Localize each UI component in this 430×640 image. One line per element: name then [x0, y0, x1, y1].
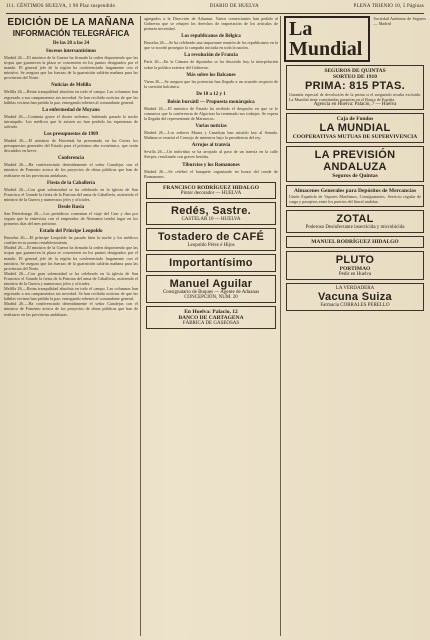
ad-subtitle: Pedir en Huelva [338, 272, 372, 278]
ad-text: Unión Española de Vapores Marítimos, Consignatarios. Servicio regular de carga y pasajeros entre los puertos del litoral andaluz. [289, 194, 421, 205]
subheading: Arrojos al tranvía [191, 143, 231, 149]
subheading: Varias noticias [195, 124, 227, 130]
article-text: Madrid 26.—Con gran solemnidad se ha celebrado en la iglesia de San Francisco el Grande la fiesta de la Patrona del arma de Caballería, asistiendo el ministro de la Guerra y numerosos jefes y oficiales. [4, 186, 138, 202]
ad-la-mundial [284, 16, 426, 62]
mundial-tagline: Sociedad Anónima de Seguros — Madrid [373, 16, 426, 27]
ad-title: Importantísimo [169, 256, 253, 269]
ad-title: Vacuna Suiza [318, 291, 392, 304]
ad-title: LA PREVISIÓN ANDALUZA [314, 149, 396, 174]
article-text: Melilla 26.—Reina tranquilidad absoluta en todo el campo. Las columnas han regresado a sus campamentos sin novedad. Se han recibido noticias de que las kábilas vecinas han pedido la paz, entregando rehenes al comandante general. [4, 286, 138, 302]
article-text: Madrid 26.—El ministro de Hacienda ha presentado en las Cortes los presupuestos generales del Estado para el próximo año económico, que serán discutidos en breve. [4, 138, 138, 154]
ad-title: Tostadero de CAFÉ [157, 230, 265, 243]
article-text: Madrid 26.—Con gran solemnidad se ha celebrado en la iglesia de San Francisco el Grande la fiesta de la Patrona del arma de Caballería, asistiendo el ministro de la Guerra y numerosos jefes y oficiales. [4, 270, 138, 286]
column-2 [144, 16, 278, 636]
ad-title: FRANCISCO RODRÍGUEZ HIDALGO [163, 184, 259, 191]
ad-coffee [146, 228, 276, 251]
subheading: Tiburcios y los Romanones [182, 162, 240, 168]
ad-seguros [286, 65, 424, 110]
ad-coop: COOPERATIVAS MUTUAS DE SUPERVIVENCIA [292, 134, 418, 141]
article-text: San Petersburgo 26.—Los periódicos comentan el viaje del Czar y dan por seguro que la entrevista con el emperador de Alemania tendrá lugar en los primeros días del mes próximo. [4, 210, 138, 227]
ad-subtitle: Leopoldo Pérez é Hijos [187, 242, 235, 248]
ad-subtitle: Seguros de Quintas [332, 173, 378, 180]
article-text: Madrid 26.—Se celebró el banquete organizado en honor del conde de Romanones. [144, 168, 278, 179]
ad-title: En Huelva: Palacio, 12 [184, 308, 238, 315]
column-3 [284, 16, 426, 636]
ad-portimao: PORTIMAO [339, 266, 371, 273]
article-text: Madrid 26.—El ministro de la Guerra ha firmado la orden disponiendo que las tropas que guarnecen la plaza se concentren en los puntos designados por el mando. El general jefe de la región ha conferenciado largamente con el ministro. Se asegura que las fuerzas de la guarnición saldrán mañana para las provincias del Norte. [4, 55, 138, 81]
subheading: La revolución de Francia [184, 53, 238, 59]
subheading: Los presupuestos de 1909 [43, 132, 99, 138]
subheading: Los republicanos de Bélgica [181, 34, 241, 40]
ad-mundial-2: LA MUNDIAL [319, 122, 391, 135]
ad-vacuna [286, 283, 424, 311]
article-text: Madrid 26.—El ministro de Estado ha recibido el despacho en que se le comunica que la conferencia de Algeciras ha terminado sus trabajos. Se espera la llegada del representante de Marruecos. [144, 105, 278, 122]
subheading: De las 20 a las 24 [52, 41, 90, 46]
ad-aguilar [146, 275, 276, 303]
ad-title: Almacenes Generales para Depósitos de Mercancías [294, 188, 416, 195]
ad-subtitle: Poderoso Desinfectante insecticida y microbicida [305, 225, 405, 231]
ad-sorteo: SORTEO DE 1910 [332, 74, 378, 80]
ad-title: Caja de Fondos [336, 116, 374, 123]
ad-agency: Agencia en Huelva: Palacio, 7 — Huelva [313, 102, 397, 108]
subheading: Sucesos intersantísimos [45, 49, 97, 54]
subheading: Más sobre los Balcanes [186, 72, 236, 78]
ad-title: MANUEL RODRÍGUEZ HIDALGO [311, 239, 399, 246]
article-text: Viena 26.—Se asegura que las potencias han llegado a un acuerdo respecto de la cuestión balcánica. [144, 78, 278, 89]
article-text: Madrid 26.—Los señores Maura y Canalejas han asistido hoy al Senado. Mañana se reunirá el Consejo de ministros bajo la presidencia del rey. [144, 130, 278, 141]
masthead [6, 4, 424, 14]
ad-painter [146, 182, 276, 199]
ad-almacenes [286, 185, 424, 207]
ad-zotal [286, 210, 424, 233]
ad-title: Manuel Aguilar [169, 277, 253, 290]
column-rule [280, 16, 281, 636]
article-text: Bruselas 26.—El príncipe Leopoldo ha pasado bien la noche y los médicos confían en su pronto restablecimiento. [4, 235, 138, 246]
ad-factory: FÁBRICA DE GASEOSAS [182, 320, 240, 326]
article-text: agregados a la Dirección de Aduanas. Varios comerciantes han pedido al Gobierno que se rebajen los derechos de importación de los artículos de primera necesidad. [144, 16, 278, 32]
ad-title: ZOTAL [336, 213, 374, 226]
ad-caja [286, 113, 424, 143]
ad-tag: LA VERDADERA [335, 286, 375, 292]
article-text: Madrid 26.—Continúa grave el ilustre enfermo, habiendo pasado la noche intranquilo. Los médicos que le asisten no han perdido las esperanzas de salvarlo. [4, 113, 138, 129]
ad-prima: PRIMA: 815 PTAS. [305, 80, 405, 92]
subheading: Conferencia [57, 156, 84, 162]
subheading: Estado del Príncipe Leopoldo [39, 229, 103, 235]
ad-title: PLUTO [335, 254, 375, 267]
masthead-right: PLENA TRIENIO 10, 5 Páginas [353, 4, 424, 9]
subheading: La enfermedad de Moyano [42, 107, 100, 113]
ad-palacio [146, 306, 276, 329]
section-title: INFORMACIÓN TELEGRÁFICA [12, 29, 130, 38]
ad-subtitle: Pintor decorador — HUELVA [180, 190, 242, 196]
edition-title: EDICIÓN DE LA MAÑANA [7, 17, 135, 28]
ad-pluto [286, 251, 424, 280]
ad-prevision [286, 146, 424, 182]
article-text: Sevilla 26.—Un individuo se ha arrojado al paso de un tranvía en la calle Sierpes, resultando con graves heridas. [144, 149, 278, 160]
ad-important [146, 254, 276, 272]
column-rule [140, 16, 141, 636]
masthead-left: 111. CÉNTIMOS HUELVA, 1 90 Plaz suspendido [6, 4, 116, 9]
ad-subtitle: Farmacia CORRALES PERELLO [320, 303, 390, 309]
article-text: Melilla 26.—Reina tranquilidad absoluta en todo el campo. Las columnas han regresado a sus campamentos sin novedad. Se han recibido noticias de que las kábilas vecinas han pedido la paz, entregando rehenes al comandante general. [4, 89, 138, 105]
ad-address: CONCEPCIÓN, NUM. 20 [184, 294, 238, 300]
column-1 [4, 16, 138, 636]
ad-text: Garantía especial de devolución de la prima si el asegurado resulta excluido. La Mundial tiene constituidas garantías en el Banco de España. [289, 92, 421, 103]
subheading: Fiesta de la Caballería [47, 180, 95, 186]
article-text: París 26.—En la Cámara de diputados se ha discutido hoy la interpelación sobre la política exterior del Gobierno. [144, 59, 278, 70]
article-text: Bruselas 26.—Se ha celebrado una importante reunión de los republicanos en la que se acordó proseguir la campaña iniciada en toda la nación. [144, 40, 278, 51]
ad-address: CASTELAR 10 — HUELVA [181, 216, 241, 222]
article-text: Madrid 26.—El ministro de la Guerra ha firmado la orden disponiendo que las tropas que guarnecen la plaza se concentren en los puntos designados por el mando. El general jefe de la región ha conferenciado largamente con el ministro. Se asegura que las fuerzas de la guarnición saldrán mañana para las provincias del Norte. [4, 245, 138, 271]
article-text: Madrid 26.—Ha conferenciado detenidamente el señor Canalejas con el ministro de Fomento acerca de los proyectos de obras públicas que han de realizarse en las provincias andaluzas. [4, 162, 138, 178]
ad-rodriguez [286, 236, 424, 248]
subheading: De 10 a 12 y 1 [196, 91, 226, 97]
ad-title: SEGUROS DE QUINTAS [324, 68, 386, 74]
mundial-logo: La Mundial [284, 16, 370, 62]
subheading: Desde Rusia [57, 204, 85, 210]
ad-subtitle: Consignatario de Buques — Agente de Aduanas [162, 289, 260, 295]
subheading: Bolsín bursátil — Propuesta monárquica [167, 99, 255, 105]
subheading: Noticias de Melilla [51, 83, 91, 89]
masthead-center: DIARIO DE HUELVA [209, 4, 259, 9]
ad-bank: BANCO DE CARTAGENA [178, 314, 244, 321]
article-text: Madrid 26.—Ha conferenciado detenidamente el señor Canalejas con el ministro de Fomento acerca de los proyectos de obras públicas que han de realizarse en las provincias andaluzas. [4, 301, 138, 317]
ad-title: Redés, Sastre. [170, 204, 252, 217]
ad-tailor [146, 202, 276, 225]
